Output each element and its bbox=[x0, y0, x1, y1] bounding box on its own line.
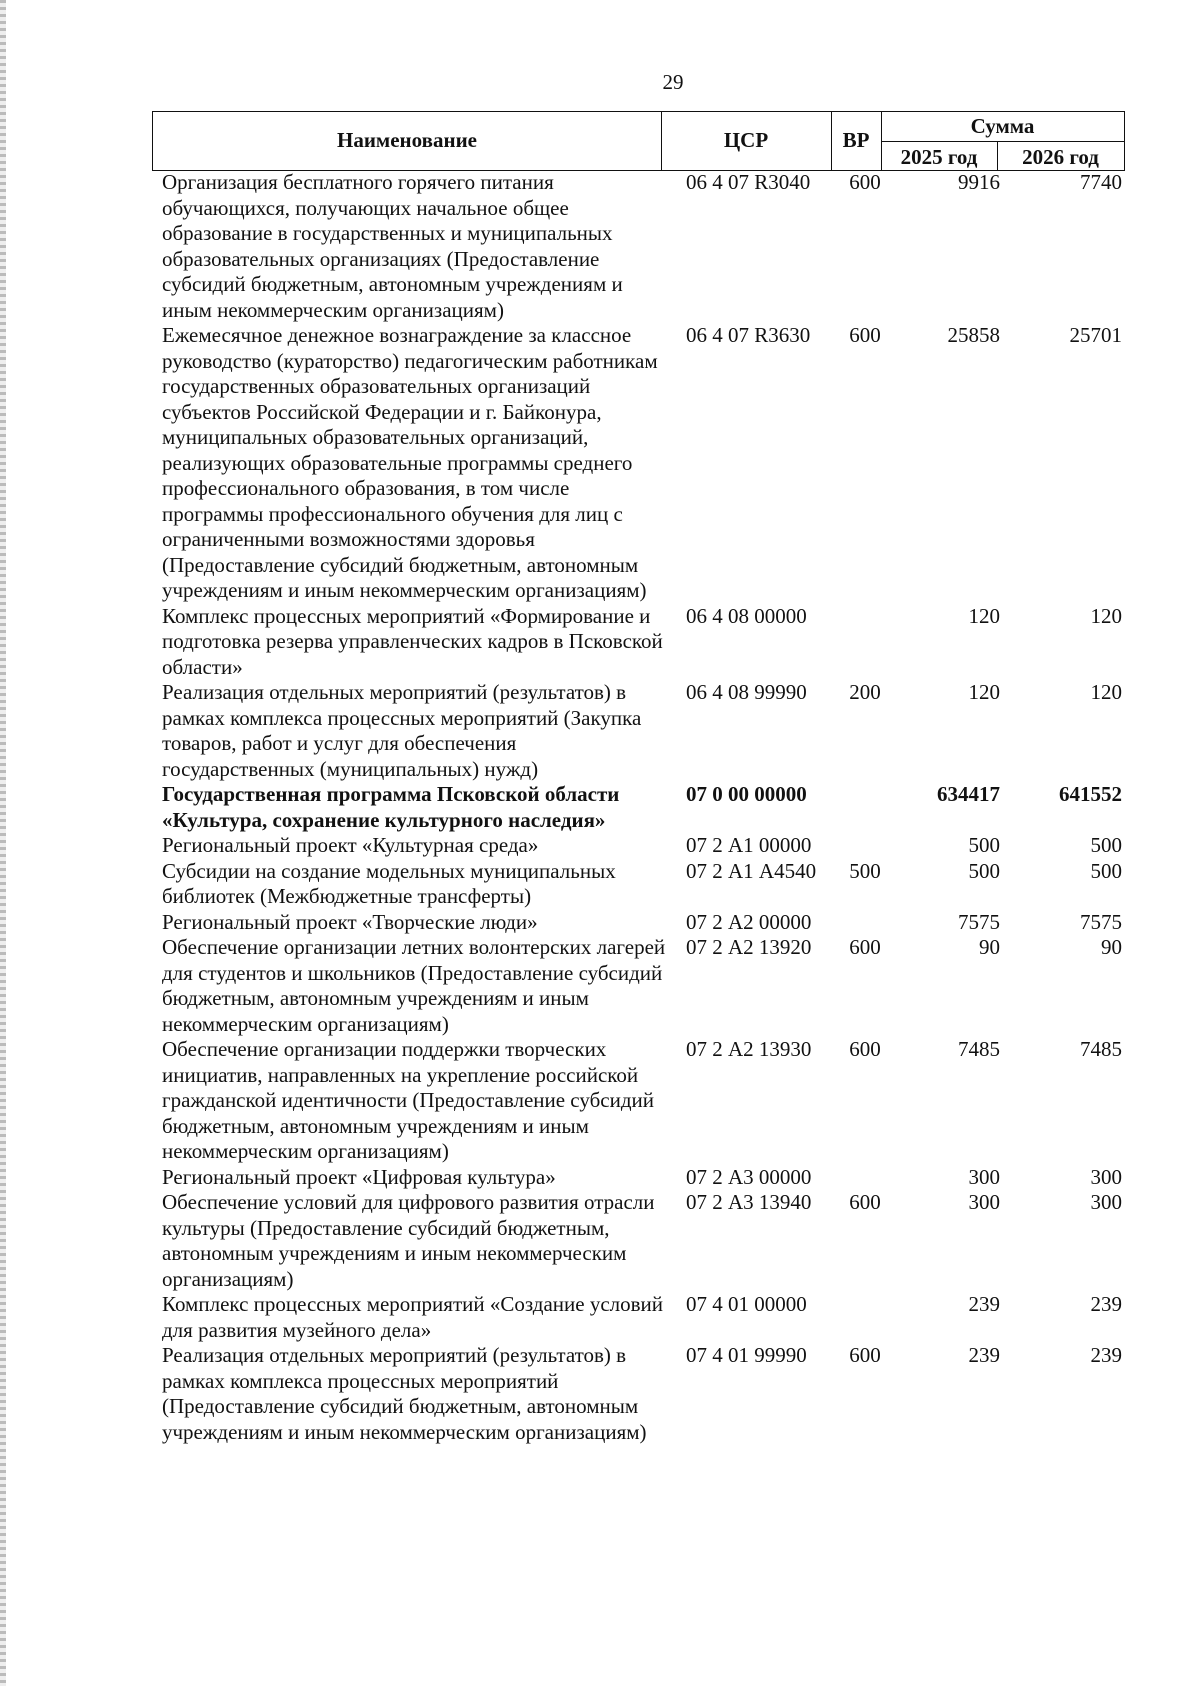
row-2025: 634417 bbox=[937, 782, 1000, 806]
header-year-2026: 2026 год bbox=[1022, 145, 1099, 169]
row-2026: 120 bbox=[1090, 603, 1122, 628]
table-row bbox=[162, 935, 1122, 1037]
row-2025: 7575 bbox=[958, 909, 1000, 934]
row-name: Комплекс процессных мероприятий «Создание условий для развития музейного дела» bbox=[162, 1292, 664, 1342]
row-vr bbox=[840, 604, 890, 681]
row-csr: 07 0 00 00000 bbox=[686, 782, 807, 806]
row-name: Региональный проект «Творческие люди» bbox=[162, 909, 538, 934]
header-name: Наименование bbox=[337, 128, 477, 152]
row-vr: 600 bbox=[849, 1343, 881, 1367]
row-vr: 600 bbox=[849, 323, 881, 347]
row-2026: 239 bbox=[1090, 1343, 1122, 1367]
row-2025: 500 bbox=[968, 833, 1000, 857]
row-vr: 600 bbox=[849, 1190, 881, 1214]
row-name: Обеспечение условий для цифрового развития отрасли культуры (Предоставление субсидий бюджетным, автономным учреждениям и иным некоммерческим организациям) bbox=[162, 1190, 655, 1291]
row-name: Комплекс процессных мероприятий «Формирование и подготовка резерва управленческих кадров в Псковской области» bbox=[162, 603, 663, 679]
row-vr: 500 bbox=[849, 858, 881, 883]
scan-edge bbox=[0, 0, 6, 1686]
row-2026: 500 bbox=[1090, 833, 1122, 857]
row-2025: 500 bbox=[968, 858, 1000, 883]
page-number: 29 bbox=[662, 70, 684, 94]
row-vr bbox=[840, 833, 890, 859]
row-csr: 07 4 01 00000 bbox=[686, 1292, 807, 1316]
row-2026: 25701 bbox=[1069, 323, 1122, 347]
row-csr: 06 4 07 R3040 bbox=[686, 170, 811, 194]
row-2026: 90 bbox=[1101, 935, 1122, 959]
row-name: Ежемесячное денежное вознаграждение за классное руководство (кураторство) педагогическим работникам государственных образовательных организаций субъектов Российской Федерации и г. Байконура, муниципальных образовательных организаций, реализующих образовательные программы среднего профессионального образования, в том числе программы профессионального обучения для лиц с ограниченными возможностями здоровья (Предоставление субсидий бюджетным, автономным учреждениям и иным некоммерческим организациям) bbox=[162, 323, 658, 602]
row-name: Региональный проект «Культурная среда» bbox=[162, 833, 539, 857]
row-2025: 25858 bbox=[947, 323, 1000, 347]
row-csr: 06 4 07 R3630 bbox=[686, 323, 811, 347]
row-2026: 300 bbox=[1090, 1164, 1122, 1189]
row-2025: 239 bbox=[968, 1292, 1000, 1316]
row-vr bbox=[840, 1165, 890, 1191]
table-row bbox=[162, 1190, 1122, 1292]
table-row bbox=[162, 910, 1122, 936]
row-csr: 07 2 А2 13920 bbox=[686, 935, 812, 959]
header-sum: Сумма bbox=[970, 114, 1035, 138]
row-2025: 90 bbox=[979, 935, 1000, 959]
row-csr: 07 2 А3 13940 bbox=[686, 1190, 812, 1214]
row-2025: 120 bbox=[968, 680, 1000, 704]
row-name: Организация бесплатного горячего питания обучающихся, получающих начальное общее образование в государственных и муниципальных образовательных организациях (Предоставление субсидий бюджетным, автономным учреждениям и иным некоммерческим организациям) bbox=[162, 170, 623, 322]
row-2025: 9916 bbox=[958, 170, 1000, 194]
table-row bbox=[162, 170, 1122, 323]
table-body bbox=[162, 170, 1122, 1445]
table-row bbox=[162, 833, 1122, 859]
header-vr: ВР bbox=[842, 128, 870, 152]
row-2025: 300 bbox=[968, 1164, 1000, 1189]
row-name: Региональный проект «Цифровая культура» bbox=[162, 1164, 556, 1189]
row-vr bbox=[840, 782, 890, 833]
row-name: Обеспечение организации поддержки творческих инициатив, направленных на укрепление российской гражданской идентичности (Предоставление субсидий бюджетным, автономным учреждениям и иным некоммерческим организациям) bbox=[162, 1037, 654, 1163]
header-year-2025: 2025 год bbox=[900, 145, 978, 169]
row-vr: 600 bbox=[849, 935, 881, 959]
table-row bbox=[162, 604, 1122, 681]
row-vr bbox=[840, 1292, 890, 1343]
row-csr: 07 2 А1 А4540 bbox=[686, 858, 817, 883]
row-vr: 600 bbox=[849, 170, 881, 194]
row-csr: 07 2 А2 13930 bbox=[686, 1037, 812, 1061]
table-row bbox=[162, 680, 1122, 782]
row-vr: 600 bbox=[849, 1037, 881, 1061]
table-row-program bbox=[162, 782, 1122, 833]
table-row bbox=[162, 323, 1122, 604]
table-row bbox=[162, 859, 1122, 910]
row-csr: 06 4 08 00000 bbox=[686, 603, 807, 628]
row-2026: 7575 bbox=[1080, 909, 1122, 934]
row-2026: 300 bbox=[1090, 1190, 1122, 1214]
row-2026: 239 bbox=[1090, 1292, 1122, 1316]
row-csr: 07 2 А3 00000 bbox=[686, 1164, 812, 1189]
row-csr: 07 2 А1 00000 bbox=[686, 833, 812, 857]
row-csr: 07 4 01 99990 bbox=[686, 1343, 807, 1367]
row-2025: 300 bbox=[968, 1190, 1000, 1214]
row-2025: 239 bbox=[968, 1343, 1000, 1367]
row-vr bbox=[840, 910, 890, 936]
row-vr: 200 bbox=[849, 680, 881, 704]
row-name: Реализация отдельных мероприятий (результатов) в рамках комплекса процессных мероприятий (Предоставление субсидий бюджетным, автономным учреждениям и иным некоммерческим организациям) bbox=[162, 1343, 647, 1444]
table-row bbox=[162, 1292, 1122, 1343]
row-2026: 120 bbox=[1090, 680, 1122, 704]
row-2026: 641552 bbox=[1059, 782, 1122, 806]
table-header bbox=[152, 111, 1125, 171]
table-row bbox=[162, 1165, 1122, 1191]
header-divider bbox=[881, 141, 1124, 142]
row-name: Субсидии на создание модельных муниципальных библиотек (Межбюджетные трансферты) bbox=[162, 858, 616, 908]
row-2026: 500 bbox=[1090, 858, 1122, 883]
row-name: Государственная программа Псковской области «Культура, сохранение культурного наследия» bbox=[162, 782, 620, 832]
table-row bbox=[162, 1037, 1122, 1165]
row-2026: 7485 bbox=[1080, 1037, 1122, 1061]
row-2026: 7740 bbox=[1080, 170, 1122, 194]
row-2025: 7485 bbox=[958, 1037, 1000, 1061]
row-name: Реализация отдельных мероприятий (результатов) в рамках комплекса процессных мероприятий (Закупка товаров, работ и услуг для обеспечения государственных (муниципальных) нужд) bbox=[162, 680, 642, 781]
row-csr: 06 4 08 99990 bbox=[686, 680, 807, 704]
table-row bbox=[162, 1343, 1122, 1445]
row-csr: 07 2 А2 00000 bbox=[686, 909, 812, 934]
header-csr: ЦСР bbox=[723, 128, 769, 152]
row-2025: 120 bbox=[968, 603, 1000, 628]
row-name: Обеспечение организации летних волонтерских лагерей для студентов и школьников (Предоставление субсидий бюджетным, автономным учреждениям и иным некоммерческим организациям) bbox=[162, 935, 666, 1036]
